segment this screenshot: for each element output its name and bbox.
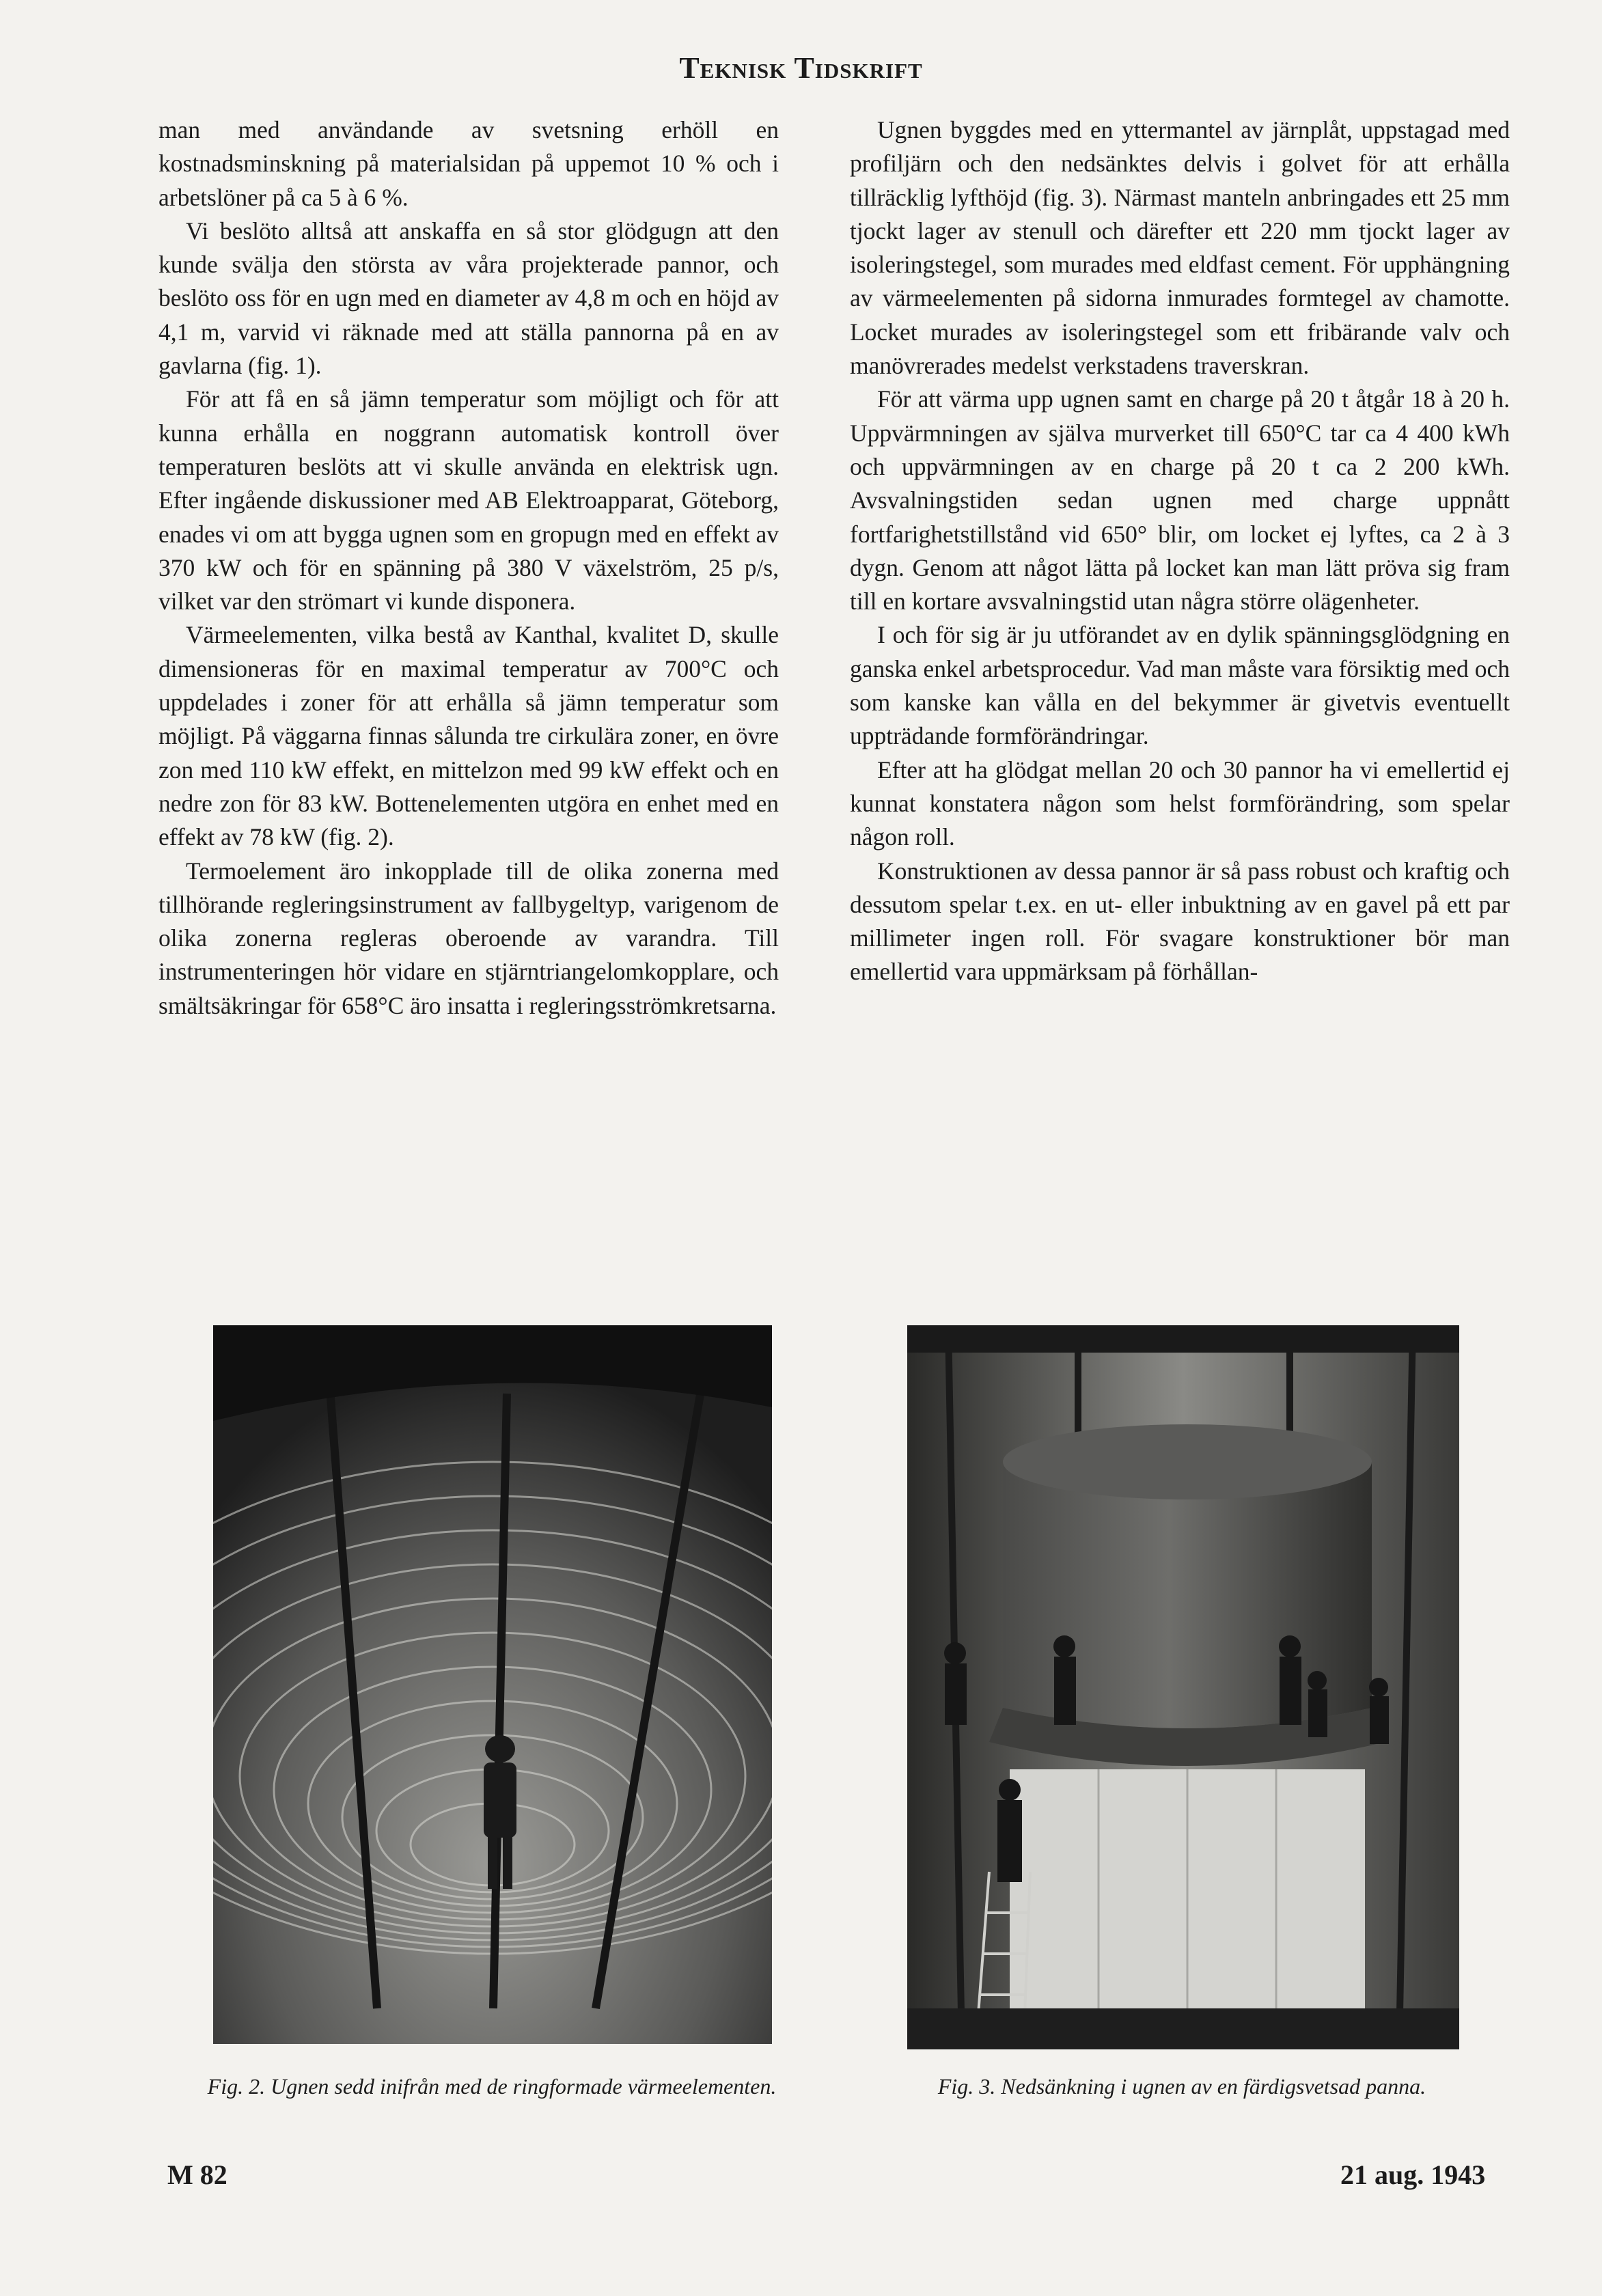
paragraph: I och för sig är ju utförandet av en dylik spänningsglödgning en ganska enkel arbetsprocedur. Vad man måste vara försiktig med och som kanske kan vålla en del bekymmer är givetvis eventuellt uppträdande formförändringar. (850, 621, 1510, 750)
paragraph: Vi beslöto alltså att anskaffa en så stor glödgugn att den kunde svälja den största av våra projekterade pannor, och beslöto oss för en ugn med en diameter av 4,8 m och en höjd av 4,1 m, varvid vi räknade med att ställa pannorna på en av gavlarna (fig. 1). (158, 217, 779, 380)
paragraph: Värmeelementen, vilka bestå av Kanthal, kvalitet D, skulle dimensioneras för en maximal temperatur av 700°C och uppdelades i zoner för att erhålla så jämn temperatur som möjligt. På väggarna finnas sålunda tre cirkulära zoner, en övre zon med 110 kW effekt, en mittelzon med 99 kW effekt och en nedre zon för 83 kW. Bottenelementen utgöra en enhet med en effekt av 78 kW (fig. 2). (158, 621, 779, 851)
paragraph: För att värma upp ugnen samt en charge på 20 t åtgår 18 à 20 h. Uppvärmningen av själva murverket till 650°C tar ca 4 400 kWh och uppvärmningen av en charge på 20 t ca 2 200 kWh. Avsvalningstiden sedan ugnen med charge uppnått fortfarighetstillstånd vid 650° blir, om locket ej lyftes, ca 2 à 3 dygn. Genom att något lätta på locket kan man lätt pröva sig fram till en kortare avsvalningstid utan några större olägenheter. (850, 385, 1510, 616)
paragraph: Ugnen byggdes med en yttermantel av järnplåt, uppstagad med profiljärn och den nedsänktes delvis i golvet för att erhålla tillräcklig lyfthöjd (fig. 3). Närmast manteln anbringades ett 25 mm tjockt lager av stenull och därefter ett 220 mm tjockt lager av isoleringstegel, som murades med eldfast cement. För upphängning av värmeelementen på sidorna inmurades formtegel av chamotte. Locket murades av isoleringstegel som ett fribärande valv och manövrerades medelst verkstadens traverskran. (850, 116, 1510, 380)
left-column (158, 113, 779, 1023)
page-number: M 82 (167, 2159, 227, 2190)
right-column (850, 113, 1510, 989)
paragraph: Efter att ha glödgat mellan 20 och 30 pannor ha vi emellertid ej kunnat konstatera någon som helst formförändring, som spelar någon roll. (850, 756, 1510, 851)
figure-3-caption: Fig. 3. Nedsänkning i ugnen av en färdigsvetsad panna. (937, 2074, 1426, 2099)
paragraph: Konstruktionen av dessa pannor är så pass robust och kraftig och dessutom spelar t.ex. en ut- eller inbuktning av en gavel på ett par millimeter ingen roll. För svagare konstruktioner bör man emellertid vara uppmärksam på förhållan- (850, 857, 1510, 986)
issue-date: 21 aug. 1943 (1340, 2159, 1486, 2190)
paragraph: För att få en så jämn temperatur som möjligt och för att kunna erhålla en noggrann automatisk kontroll över temperaturen beslöts att vi skulle använda en elektrisk ugn. Efter ingående diskussioner med AB Elektroapparat, Göteborg, enades vi om att bygga ugnen som en gropugn med en effekt av 370 kW och för en spänning på 380 V växelström, 25 p/s, vilket var den strömart vi kunde disponera. (158, 385, 779, 616)
figure-2-caption: Fig. 2. Ugnen sedd inifrån med de ringformade värmeelementen. (207, 2074, 777, 2099)
figure-3-boiler-lowering-photo (907, 1325, 1459, 2049)
journal-title: Teknisk Tidskrift (679, 51, 923, 85)
paragraph: Termoelement äro inkopplade till de olika zonerna med tillhörande regleringsinstrument av fallbygeltyp, varigenom de olika zonerna regleras oberoende av varandra. Till instrumenteringen hör vidare en stjärntriangelomkopplare, och smältsäkringar för 658°C äro insatta i regleringsströmkretsarna. (158, 857, 779, 1019)
figure-2-furnace-interior-photo (213, 1325, 772, 2044)
paragraph: man med användande av svetsning erhöll en kostnadsminskning på materialsidan på uppemot 10 % och i arbetslöner på ca 5 à 6 %. (158, 116, 779, 211)
